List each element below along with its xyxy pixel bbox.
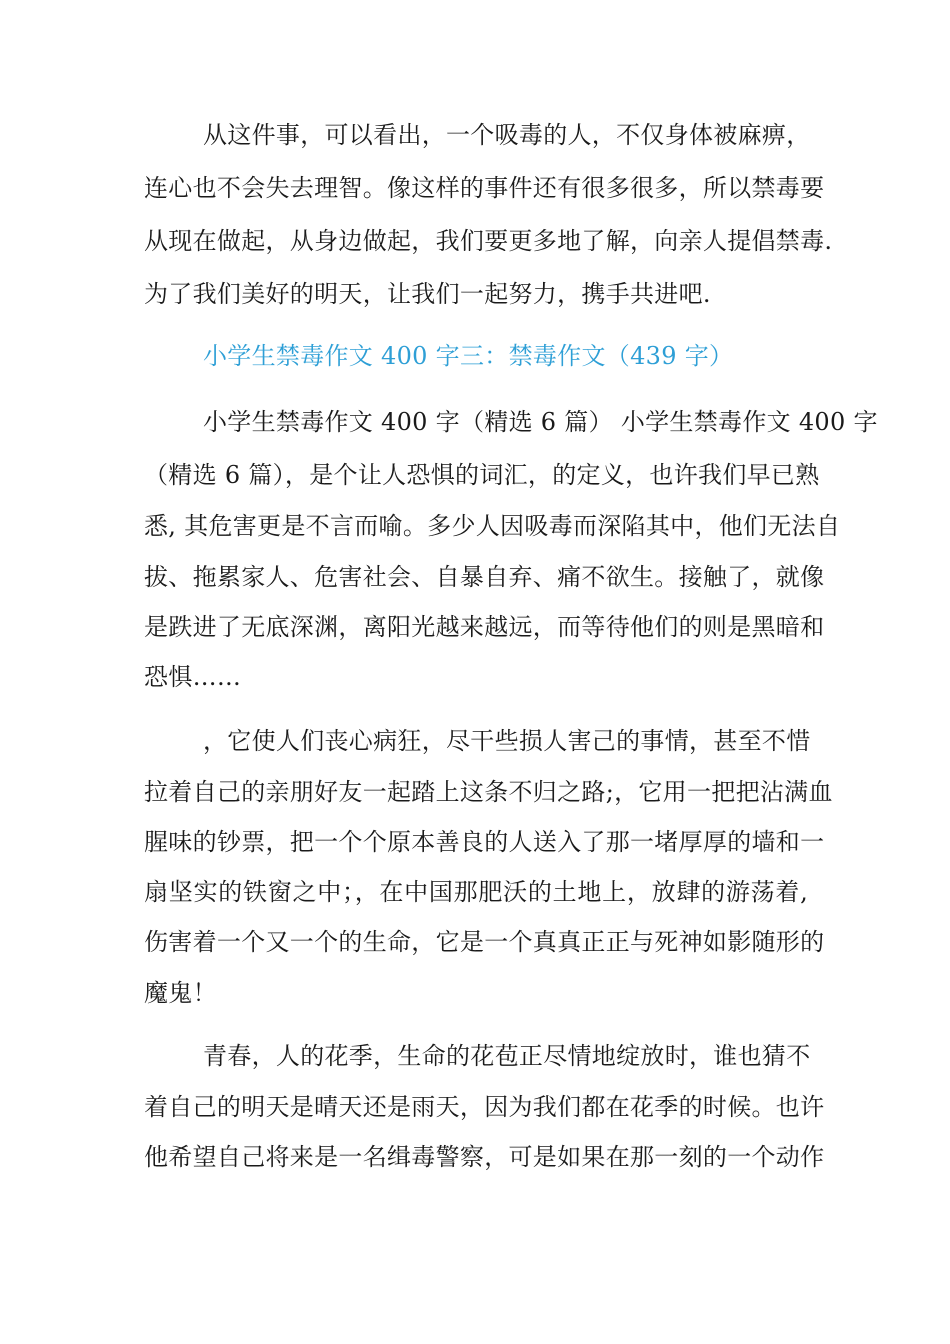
paragraph-line: 恐惧……: [144, 663, 242, 691]
section-heading: 小学生禁毒作文 400 字三：禁毒作文（439 字）: [203, 342, 734, 370]
paragraph-line: 魔鬼！: [144, 979, 217, 1007]
paragraph-line: 青春，人的花季，生命的花苞正尽情地绽放时，谁也猜不: [203, 1042, 811, 1070]
paragraph-line: ，它使人们丧心病狂，尽干些损人害己的事情，甚至不惜: [203, 727, 811, 755]
paragraph-line: 从这件事，可以看出，一个吸毒的人，不仅身体被麻痹，: [203, 121, 811, 149]
paragraph-line: 腥味的钞票，把一个个原本善良的人送入了那一堵厚厚的墙和一: [144, 828, 825, 856]
paragraph-line: 他希望自己将来是一名缉毒警察，可是如果在那一刻的一个动作: [144, 1143, 825, 1171]
paragraph-line: 拔、拖累家人、危害社会、自暴自弃、痛不欲生。接触了，就像: [144, 563, 825, 591]
paragraph-line: （精选 6 篇），是个让人恐惧的词汇，的定义，也许我们早已熟: [144, 461, 820, 489]
paragraph-line: 为了我们美好的明天，让我们一起努力，携手共进吧.: [144, 280, 711, 308]
paragraph-line: 连心也不会失去理智。像这样的事件还有很多很多，所以禁毒要: [144, 174, 825, 202]
paragraph-line: 从现在做起，从身边做起，我们要更多地了解，向亲人提倡禁毒.: [144, 227, 833, 255]
paragraph-line: 悉, 其危害更是不言而喻。多少人因吸毒而深陷其中，他们无法自: [144, 512, 841, 540]
paragraph-line: 是跌进了无底深渊，离阳光越来越远，而等待他们的则是黑暗和: [144, 613, 825, 641]
paragraph-line: 拉着自己的亲朋好友一起踏上这条不归之路;，它用一把把沾满血: [144, 778, 833, 806]
paragraph-line: 扇坚实的铁窗之中；，在中国那肥沃的土地上，放肆的游荡着,: [144, 878, 808, 906]
paragraph-line: 着自己的明天是晴天还是雨天，因为我们都在花季的时候。也许: [144, 1093, 825, 1121]
paragraph-line: 伤害着一个又一个的生命，它是一个真真正正与死神如影随形的: [144, 928, 825, 956]
paragraph-line: 小学生禁毒作文 400 字（精选 6 篇） 小学生禁毒作文 400 字: [203, 408, 878, 436]
